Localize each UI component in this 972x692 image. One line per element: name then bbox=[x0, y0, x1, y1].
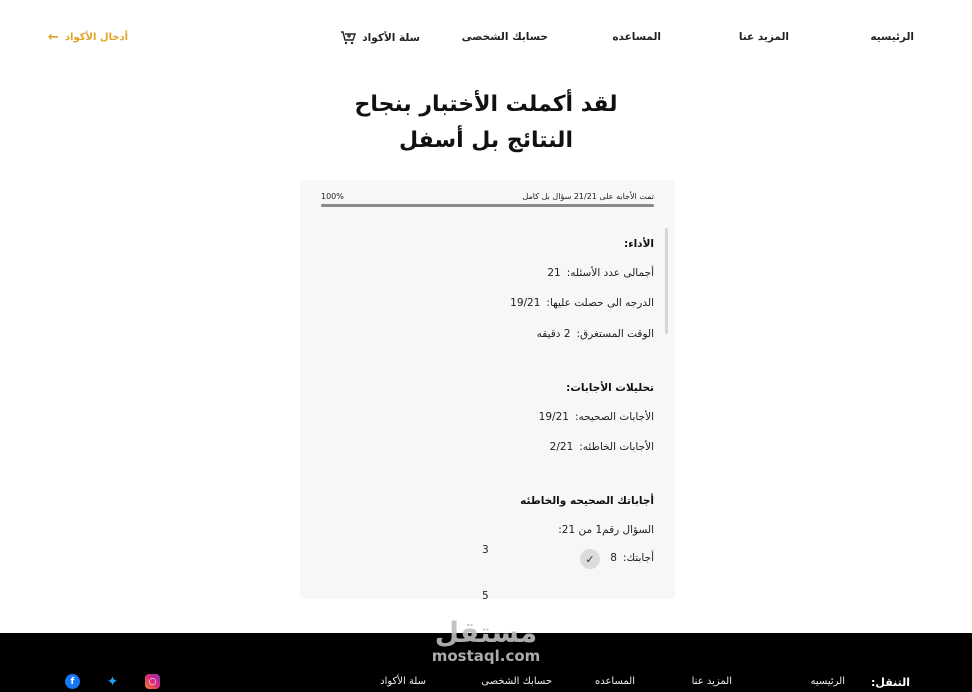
progress-row bbox=[321, 192, 654, 204]
answers-title: أجاباتك الصحيحه والخاطئه bbox=[520, 495, 654, 507]
arrow-left-icon: ← bbox=[48, 30, 59, 45]
total-questions-label: أجمالى عدد الأسئله: bbox=[566, 267, 654, 279]
time-row bbox=[537, 328, 654, 340]
watermark-latin: mostaql.com bbox=[431, 647, 541, 665]
enter-codes-label: أدخال الأكواد bbox=[64, 32, 129, 43]
correct-answers-value: 19/21 bbox=[538, 411, 569, 423]
check-icon: ✓ bbox=[580, 549, 600, 569]
footer-more-about-us-link[interactable]: المزيد عنا bbox=[691, 676, 732, 687]
nav-cart-label: سلة الأكواد bbox=[362, 32, 420, 44]
your-answer-label: أجابتك: bbox=[622, 552, 654, 564]
top-navigation bbox=[0, 0, 972, 74]
footer-account-link[interactable]: حسابك الشخصى bbox=[481, 676, 552, 687]
your-answer-value: 8 bbox=[610, 552, 617, 564]
progress-bar-fill bbox=[321, 204, 654, 207]
your-answer-row bbox=[610, 552, 654, 564]
question-label: السؤال رقم1 من 21: bbox=[558, 524, 654, 536]
footer-nav-label: التنقل: bbox=[870, 676, 910, 689]
nav-home-link[interactable]: الرئيسيه bbox=[870, 31, 914, 43]
total-questions-row bbox=[547, 267, 654, 279]
wrong-answers-row bbox=[550, 441, 654, 453]
footer-cart-link[interactable]: سلة الأكواد bbox=[380, 676, 426, 687]
total-questions-value: 21 bbox=[547, 267, 561, 279]
answer-option-b[interactable]: 5 bbox=[482, 590, 489, 602]
heading-line-2: النتائج بل أسفل bbox=[398, 128, 573, 153]
progress-text: تمت الأجابه على 21/21 سؤال بل كامل bbox=[522, 192, 654, 201]
footer-home-link[interactable]: الرئيسيه bbox=[810, 676, 845, 687]
nav-more-about-us-link[interactable]: المزيد عنا bbox=[738, 31, 789, 43]
twitter-icon[interactable]: ✦ bbox=[106, 673, 119, 690]
nav-account-link[interactable]: حسابك الشخصى bbox=[461, 31, 548, 43]
answer-option-a[interactable]: 3 bbox=[482, 544, 489, 556]
wrong-answers-label: الأجابات الخاطئه: bbox=[579, 441, 654, 453]
time-label: الوقت المستغرق: bbox=[576, 328, 654, 340]
wrong-answers-value: 2/21 bbox=[549, 441, 574, 453]
score-value: 19/21 bbox=[510, 297, 541, 309]
instagram-icon[interactable]: ○ bbox=[145, 674, 160, 689]
footer-help-link[interactable]: المساعده bbox=[594, 676, 635, 687]
nav-cart-link[interactable] bbox=[340, 31, 420, 45]
correct-answers-row bbox=[539, 411, 654, 423]
enter-codes-link[interactable] bbox=[48, 31, 128, 44]
footer bbox=[0, 633, 972, 692]
heading-line-1: لقد أكملت الأختبار بنجاح bbox=[354, 92, 618, 117]
analysis-title: تحليلات الأجابات: bbox=[566, 382, 654, 394]
nav-help-link[interactable]: المساعده bbox=[612, 31, 661, 43]
cart-icon bbox=[340, 31, 356, 45]
score-label: الدرجه الى حصلت عليها: bbox=[546, 297, 654, 309]
progress-percent: 100% bbox=[321, 192, 344, 201]
watermark-arabic: مستقل bbox=[434, 616, 538, 649]
performance-title: الأداء: bbox=[624, 238, 654, 250]
time-value: 2 دقيقه bbox=[536, 328, 571, 340]
score-row bbox=[510, 297, 654, 309]
correct-answers-label: الأجابات الصحيحه: bbox=[574, 411, 654, 423]
progress-bar bbox=[321, 204, 654, 207]
facebook-icon[interactable]: f bbox=[65, 674, 80, 689]
card-scrollbar[interactable] bbox=[665, 228, 668, 334]
page-heading bbox=[0, 87, 972, 159]
